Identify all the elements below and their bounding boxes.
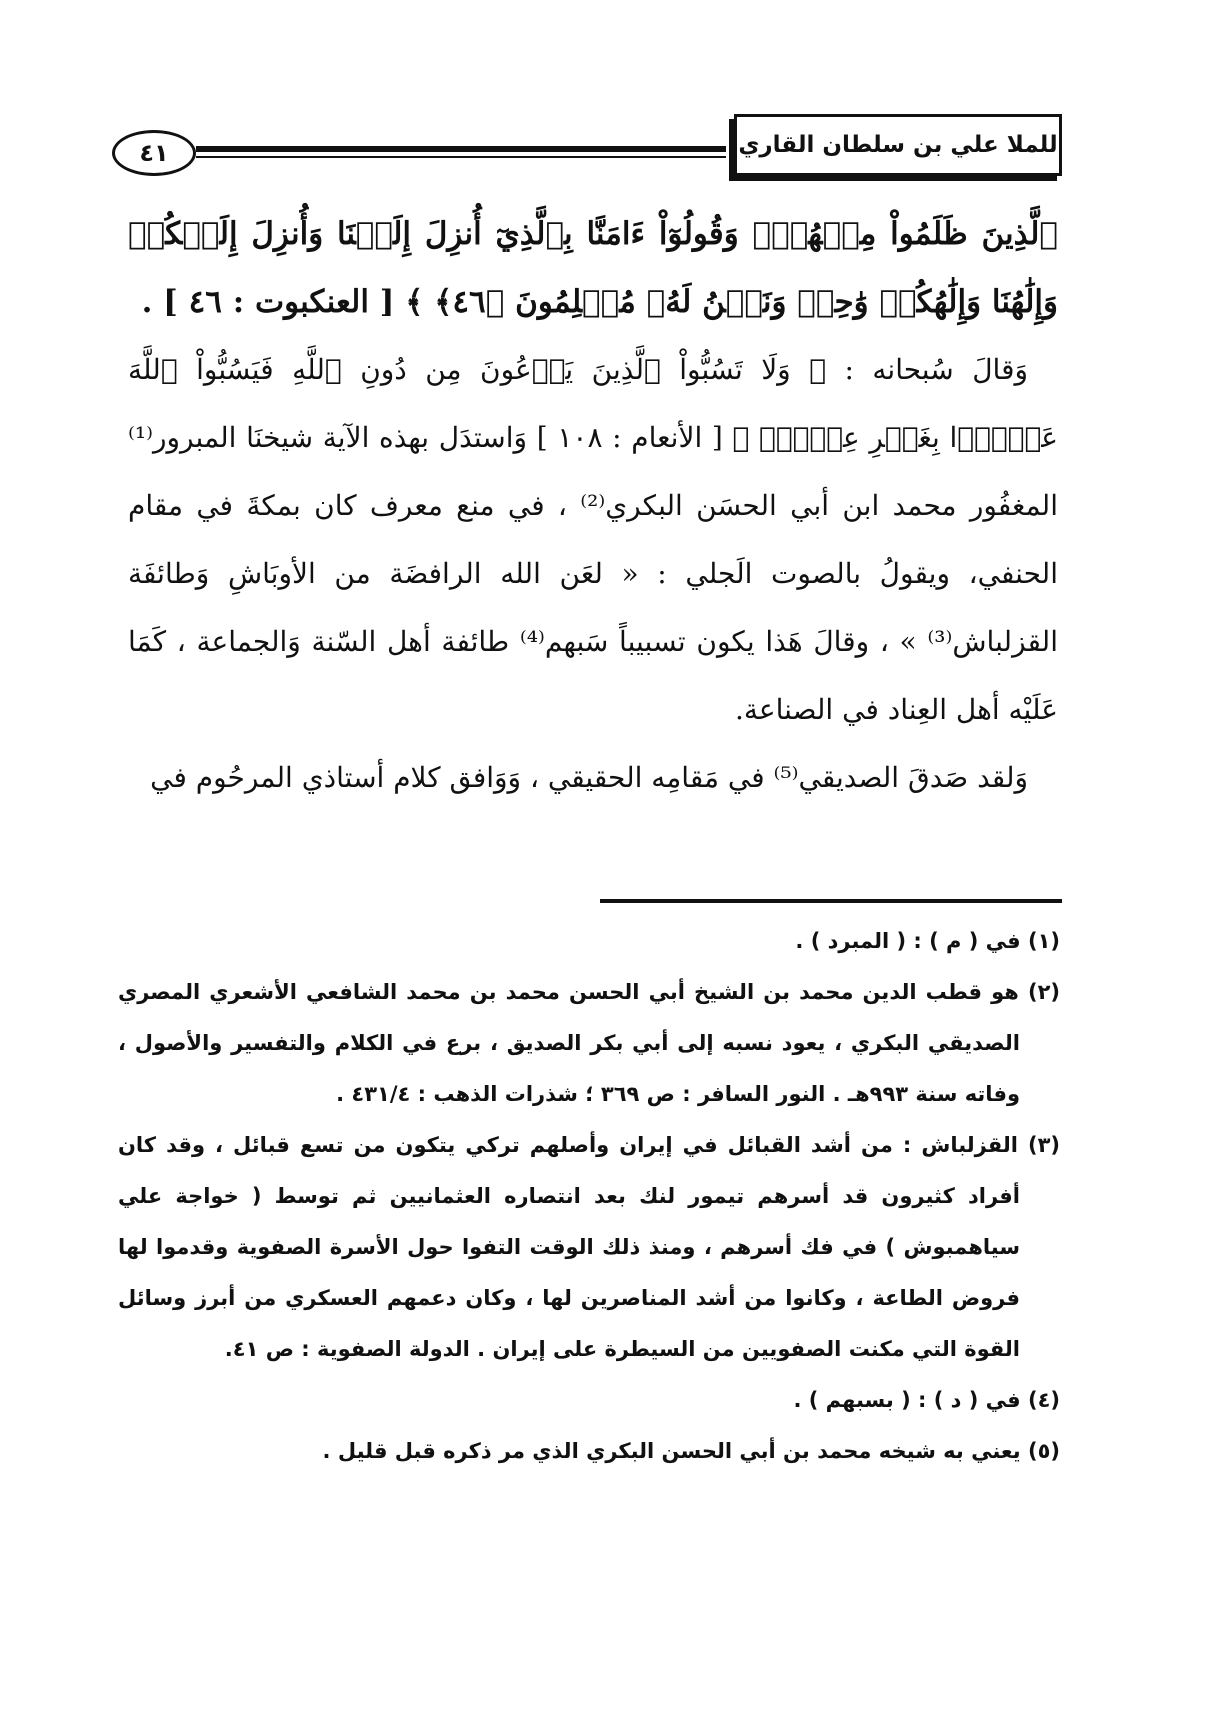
main-text	[128, 200, 1058, 812]
footnote-1: (١) في ( م ) : ( المبرد ) .	[795, 929, 1060, 953]
quran-verse-ankabut: ٱلَّذِينَ ظَلَمُواْ مِنۡهُمۡۖ وَقُولُوٓاْ ءَامَنَّا بِٱلَّذِيٓ أُنزِلَ إِلَيۡنَا وَأُنزِلَ إِلَيۡكُمۡ وَإِلَٰهُنَا وَإِلَٰهُكُمۡ وَٰحِدٞ وَنَحۡنُ لَهُۥ مُسۡلِمُونَ ﴿٤٦﴾ ﴾ [ العنكبوت : ٤٦ ] .	[128, 216, 1058, 320]
paragraph-2: وَلقد صَدقَ الصديقي⁽⁵⁾ في مَقامِه الحقيقي ، وَوَافق كلام أستاذي المرحُوم في	[150, 761, 1028, 794]
footnote-separator	[600, 899, 1062, 903]
paragraph-1: وَقالَ سُبحانه : ﴿ وَلَا تَسُبُّواْ ٱلَّذِينَ يَدۡعُونَ مِن دُونِ ٱللَّهِ فَيَسُبُّواْ ٱللَّهَ عَدۡوَۢا بِغَيۡرِ عِلۡمٖۗ ﴾ [ الأنعام : ١٠٨ ] وَاستدَل بهذه الآية شيخنَا المبرور⁽¹⁾ المغفُور محمد ابن أبي الحسَن البكري⁽²⁾ ، في منع معرف كان بمكةَ في مقام الحنفي، ويقولُ بالصوت الَجلي : « لعَن الله الرافضَة من الأوبَاشِ وَطائفَة القزلباش⁽³⁾ » ، وقالَ هَذا يكون تسبيباً سَبهم⁽⁴⁾ طائفة أهل السّنة وَالجماعة ، كَمَا عَلَيْه أهل العِناد في الصناعة.	[128, 353, 1058, 726]
footnote-3: (٣) القزلباش : من أشد القبائل في إيران وأصلهم تركي يتكون من تسع قبائل ، وقد كان أفراد كثيرون قد أسرهم تيمور لنك بعد انتصاره العثمانيين ثم توسط ( خواجة علي سياهمبوش ) في فك أسرهم ، ومنذ ذلك الوقت التفوا حول الأسرة الصفوية وقدموا لها فروض الطاعة ، وكانوا من أشد المناصرين لها ، وكان دعمهم العسكري من أبرز وسائل القوة التي مكنت الصفويين من السيطرة على إيران . الدولة الصفوية : ص ٤١.	[118, 1133, 1060, 1361]
footnotes	[118, 916, 1060, 1477]
page-number: ٤١	[112, 130, 196, 176]
header-rule-thick	[196, 146, 726, 152]
footnote-4: (٤) في ( د ) : ( بسبهم ) .	[793, 1388, 1060, 1412]
header-rule-thin	[196, 156, 726, 158]
footnote-2: (٢) هو قطب الدين محمد بن الشيخ أبي الحسن محمد بن محمد الشافعي الأشعري المصري الصديقي البكري ، يعود نسبه إلى أبي بكر الصديق ، برع في الكلام والتفسير والأصول ، وفاته سنة ٩٩٣هـ . النور السافر : ص ٣٦٩ ؛ شذرات الذهب : ٤٣١/٤ .	[118, 980, 1060, 1106]
page-header	[112, 112, 1062, 184]
running-title: للملا علي بن سلطان القاري	[734, 114, 1062, 176]
footnote-5: (٥) يعني به شيخه محمد بن أبي الحسن البكري الذي مر ذكره قبل قليل .	[322, 1439, 1060, 1463]
